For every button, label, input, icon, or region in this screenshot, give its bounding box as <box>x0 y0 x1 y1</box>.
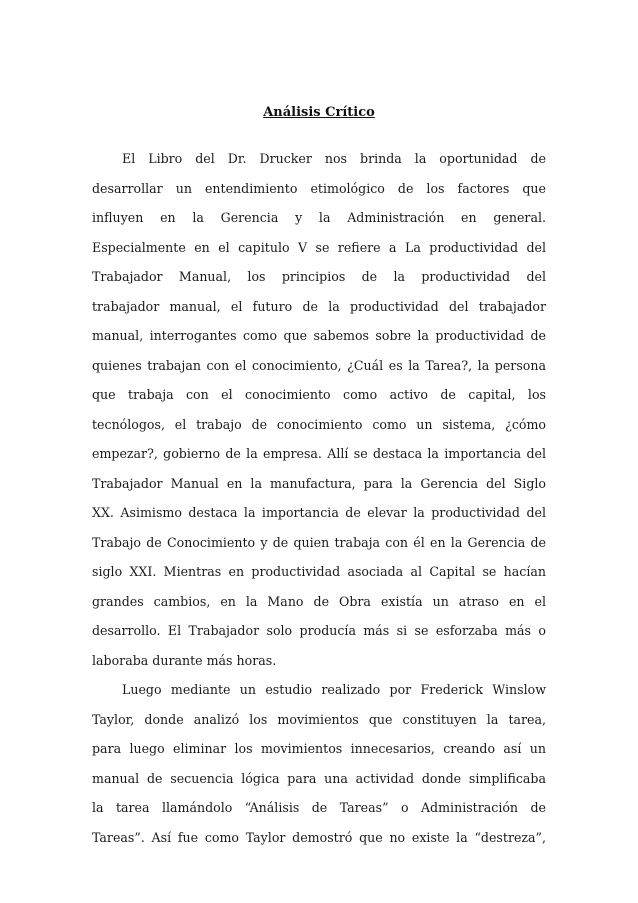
text-line: Trabajador Manual en la manufactura, para la Gerencia del Siglo <box>92 475 546 491</box>
text-line: Tareas”. Así fue como Taylor demostró que no existe la “destreza”, <box>92 829 546 845</box>
text-line: la tarea llamándolo “Análisis de Tareas” o Administración de <box>92 800 546 815</box>
text-line: quienes trabajan con el conocimiento, ¿Cuál es la Tarea?, la persona <box>92 357 546 373</box>
text-line: tecnólogos, el trabajo de conocimiento como un sistema, ¿cómo <box>92 416 546 432</box>
text-line: laboraba durante más horas. <box>92 652 277 668</box>
document-title: Análisis Crítico <box>263 105 375 120</box>
text-line: influyen en la Gerencia y la Administración en general. <box>92 210 546 225</box>
text-line: grandes cambios, en la Mano de Obra existía un atraso en el <box>92 593 546 609</box>
text-line: El Libro del Dr. Drucker nos brinda la oportunidad de <box>122 151 546 166</box>
text-line: que trabaja con el conocimiento como activo de capital, los <box>92 387 546 402</box>
text-line: trabajador manual, el futuro de la productividad del trabajador <box>92 298 546 314</box>
text-line: manual de secuencia lógica para una actividad donde simplificaba <box>92 770 546 786</box>
text-line: Trabajo de Conocimiento y de quien trabaja con él en la Gerencia de <box>92 534 546 550</box>
text-line: Trabajador Manual, los principios de la productividad del <box>92 269 546 284</box>
text-line: desarrollo. El Trabajador solo producía más si se esforzaba más o <box>92 623 546 638</box>
text-line: Luego mediante un estudio realizado por Frederick Winslow <box>122 682 546 697</box>
text-line: empezar?, gobierno de la empresa. Allí se destaca la importancia del <box>92 446 546 461</box>
text-line: desarrollar un entendimiento etimológico de los factores que <box>92 180 546 196</box>
text-line: manual, interrogantes como que sabemos sobre la productividad de <box>92 328 546 343</box>
text-line: XX. Asimismo destaca la importancia de elevar la productividad del <box>92 505 546 520</box>
text-line: para luego eliminar los movimientos innecesarios, creando así un <box>92 741 546 756</box>
text-line: Especialmente en el capitulo V se refiere a La productividad del <box>92 239 546 255</box>
text-line: Taylor, donde analizó los movimientos que constituyen la tarea, <box>92 711 546 727</box>
text-line: siglo XXI. Mientras en productividad asociada al Capital se hacían <box>92 564 546 579</box>
document-body <box>92 144 546 852</box>
